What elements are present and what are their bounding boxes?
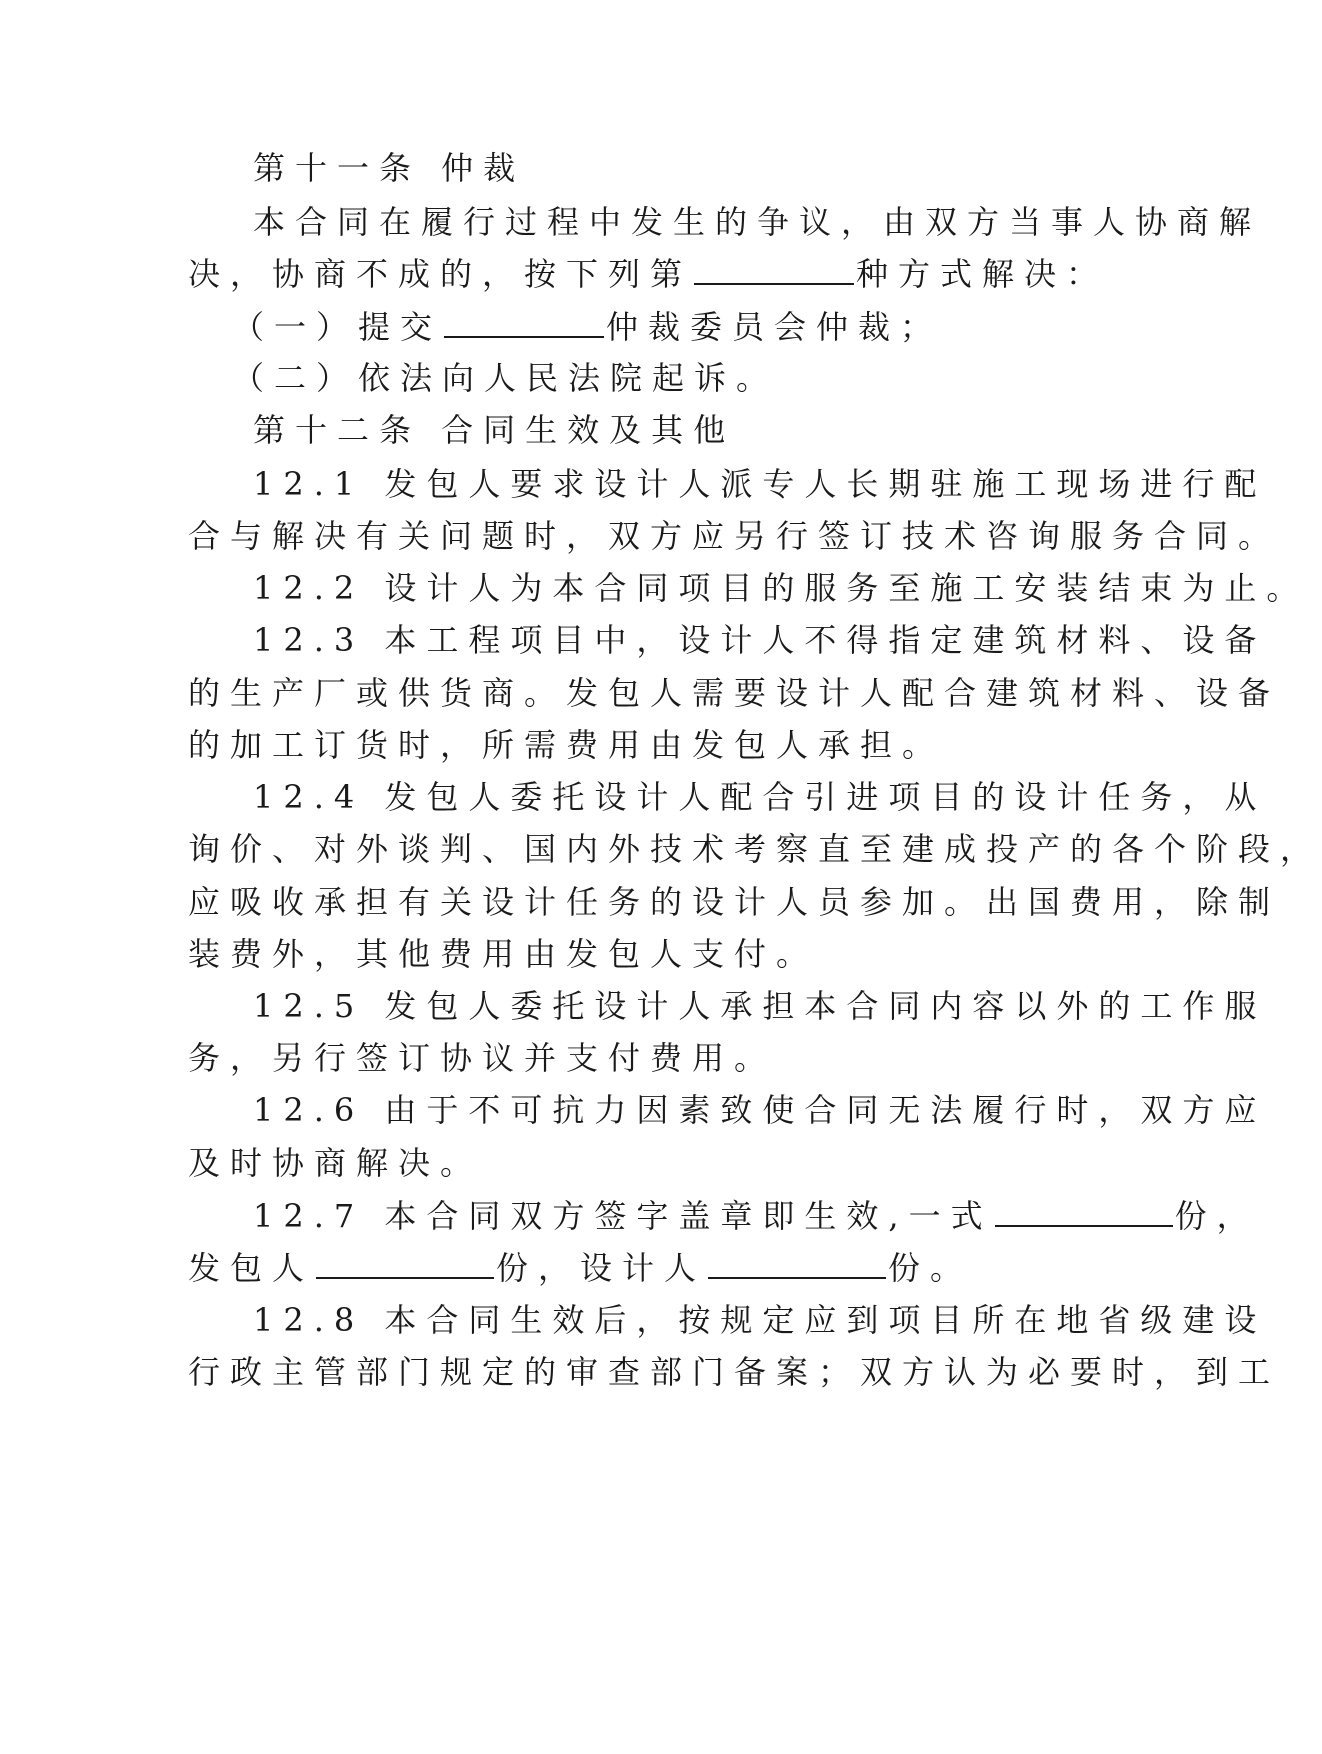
clause-text: 合与解决有关问题时，双方应另行签订技术咨询服务合同。 [188, 517, 1281, 555]
clause-line [188, 829, 1322, 869]
clause-text: 询价、对外谈判、国内外技术考察直至建成投产的各个阶段， [188, 830, 1322, 868]
clause-text: 12.7 本合同双方签字盖章即生效,一式 [253, 1197, 993, 1235]
fill-in-blank[interactable] [316, 1247, 494, 1279]
clause-line [188, 1038, 776, 1078]
fill-in-blank[interactable] [708, 1247, 886, 1279]
clause-line [188, 1352, 1280, 1392]
clause-line [253, 986, 1266, 1026]
clause-text: 12.2 设计人为本合同项目的服务至施工安装结束为止。 [253, 569, 1309, 607]
clause-text: 及时协商解决。 [188, 1144, 483, 1182]
clause-line [253, 1195, 1259, 1235]
option-line [232, 358, 778, 398]
clause-text: 的加工订货时，所需费用由发包人承担。 [188, 726, 945, 764]
clause-text: 份，设计人 [496, 1249, 707, 1287]
paragraph-line [188, 253, 1108, 293]
clause-text: 12.3 本工程项目中，设计人不得指定建筑材料、设备 [253, 621, 1267, 659]
clause-line [253, 464, 1266, 504]
clause-text: 发包人 [188, 1249, 315, 1287]
clause-text: 份。 [888, 1249, 973, 1287]
clause-text: 12.1 发包人要求设计人派专人长期驻施工现场进行配 [253, 465, 1267, 503]
article-11-title [253, 148, 525, 188]
fill-in-blank[interactable] [995, 1195, 1173, 1227]
option-line [232, 306, 942, 346]
clause-text: 应吸收承担有关设计任务的设计人员参加。出国费用，除制 [188, 883, 1281, 921]
option-text: （二）依法向人民法院起诉。 [232, 359, 779, 397]
clause-line [253, 777, 1266, 817]
clause-text: 12.5 发包人委托设计人承担本合同内容以外的工作服 [253, 987, 1267, 1025]
clause-text: 12.6 由于不可抗力因素致使合同无法履行时，双方应 [253, 1091, 1267, 1129]
clause-line [253, 568, 1308, 608]
article-11-title-text: 第十一条 仲裁 [253, 149, 526, 187]
clause-text: 12.8 本合同生效后，按规定应到项目所在地省级建设 [253, 1301, 1267, 1339]
clause-line [188, 934, 818, 974]
clause-line [188, 882, 1280, 922]
clause-line [253, 620, 1266, 660]
clause-text: 12.4 发包人委托设计人配合引进项目的设计任务，从 [253, 778, 1267, 816]
clause-line [188, 725, 944, 765]
clause-text: 行政主管部门规定的审查部门备案；双方认为必要时，到工 [188, 1353, 1281, 1391]
clause-text: 装费外，其他费用由发包人支付。 [188, 935, 819, 973]
option-text: （一）提交 [232, 308, 443, 346]
article-12-title [253, 410, 735, 450]
clause-text: 的生产厂或供货商。发包人需要设计人配合建筑材料、设备 [188, 674, 1281, 712]
paragraph-text: 种方式解决： [856, 255, 1109, 293]
clause-line [188, 1247, 972, 1287]
clause-line [253, 1090, 1266, 1130]
clause-text: 份， [1174, 1197, 1259, 1235]
fill-in-blank[interactable] [444, 306, 604, 338]
paragraph-line [253, 202, 1261, 242]
clause-line [188, 673, 1280, 713]
fill-in-blank[interactable] [694, 253, 854, 285]
option-text: 仲裁委员会仲裁； [606, 308, 943, 346]
clause-line [188, 516, 1280, 556]
paragraph-text: 决，协商不成的，按下列第 [188, 255, 693, 293]
clause-line [188, 1143, 482, 1183]
clause-text: 务，另行签订协议并支付费用。 [188, 1039, 777, 1077]
article-12-title-text: 第十二条 合同生效及其他 [253, 411, 736, 449]
clause-line [253, 1300, 1266, 1340]
paragraph-text: 本合同在履行过程中发生的争议，由双方当事人协商解 [253, 203, 1262, 241]
